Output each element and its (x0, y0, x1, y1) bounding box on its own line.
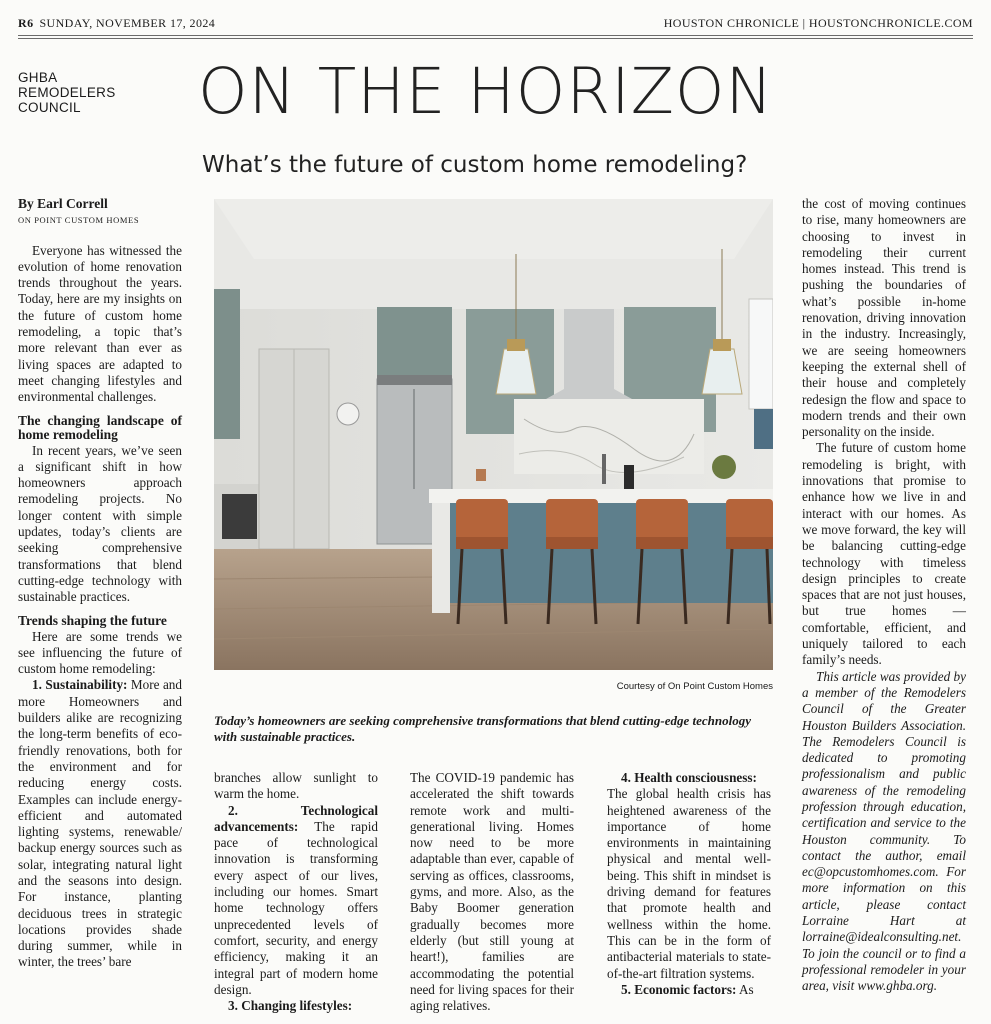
trend-lifestyles-label (214, 998, 378, 1014)
headline: ON THE HORIZON (198, 55, 774, 128)
article-column-5 (802, 196, 966, 995)
trend-technology (214, 803, 378, 999)
intro-paragraph: Everyone has witnessed the evolution of home renovation trends throughout the years. Today, here are my insights on the future of custom home remodeling, a topic that’s more relevant than ever as living spaces are adapted to meet changing lifestyles and environmental challenges. (18, 242, 182, 405)
masthead-rule (18, 35, 973, 36)
trend-text: The rapid pace of technological innovation is transforming every aspect of our lives, including our homes. Smart home technology offers unprecedented levels of comfort, security, and energy efficiency, making it an integral part of modern home design. (214, 818, 378, 997)
photo-caption: Today’s homeowners are seeking comprehensive transformations that blend cutting-edge technology with sustainable practices. (214, 713, 751, 744)
byline-affiliation: ON POINT CUSTOM HOMES (18, 215, 140, 226)
trend-text-continued: the cost of moving continues to rise, many homeowners are choosing to invest in remodeling their current homes instead. This trend is pushing the boundaries of what’s possible in-home renovation, driving innovation in the industry. Increasingly, we are seeing homeowners keeping the external shell of their house and completely redesign the flow and space to modern trends and their own personality on the inside. (802, 196, 966, 440)
masthead (18, 12, 973, 32)
conclusion-paragraph: The future of custom home remodeling is bright, with innovations that promise to enhance how we live in and interact with our homes. As we move forward, the key will be balancing cutting-edge technology with timeless design principles to create spaces that are not just houses, but true homes — comfortable, efficient, and uniquely tailored to each family’s needs. (802, 440, 966, 668)
deck-subheadline: What’s the future of custom home remodeling? (202, 152, 748, 178)
masthead-rule-double (18, 38, 973, 39)
kicker-line: REMODELERS (18, 85, 116, 100)
article-column-1 (18, 196, 182, 971)
trend-text: More and more Homeowners and builders alike are recognizing the long-term benefits of eco-friendly renovations, both for the environment and for reducing energy costs. Examples can include energy-efficient and automated lighting systems, renewable/ backup energy sources such as solar, integrating natural light and the seasons into design. For instance, planting deciduous trees in strategic locations provides shade during summer, while in winter, the trees’ bare (18, 677, 182, 970)
trends-paragraph: Here are some trends we see influencing the future of custom home remodeling: (18, 628, 182, 677)
article-column-2 (214, 770, 378, 1014)
byline: By Earl Correll (18, 196, 108, 211)
section-kicker (18, 70, 116, 115)
trend-text: As (738, 981, 754, 997)
trend-label: 4. Health consciousness: (621, 770, 757, 785)
trend-text-continued: branches allow sunlight to warm the home. (214, 770, 378, 802)
trend-economic (607, 982, 771, 998)
masthead-left (18, 16, 215, 31)
article-column-4 (607, 770, 771, 998)
trend-label: 5. Economic factors: (621, 981, 737, 997)
trend-text: The global health crisis has heightened awareness of the importance of home environments in maintaining physical and mental well-being. This shift in mindset is driving demand for features that promote health and wellness within the home. This can be in the form of antibacterial materials to state-of-the-art filtration systems. (607, 786, 771, 981)
subhead-trends: Trends shaping the future (18, 612, 167, 628)
newspaper-name: HOUSTON CHRONICLE | HOUSTONCHRONICLE.COM (663, 16, 973, 30)
trend-health-label (607, 770, 771, 786)
article-column-3 (410, 770, 574, 1014)
trend-label: 1. Sustainability: (32, 677, 128, 693)
author-note: This article was provided by a member of the Remodelers Council of the Greater Houston Builders Association. The Remodelers Council is dedicated to promoting professionalism and public awareness of the remodeling profession through education, certification and service to the Houston community. To contact the author, email ec@opcustomhomes.com. For more information on this article, please contact Lorraine Hart at lorraine@idealconsulting.net. To join the council or to find a professional remodeler in your area, visit www.ghba.org. (802, 668, 966, 994)
photo-credit: Courtesy of On Point Custom Homes (616, 681, 773, 692)
trend-label: 3. Changing lifestyles: (228, 998, 353, 1014)
kitchen-photo (214, 199, 773, 670)
issue-date: SUNDAY, NOVEMBER 17, 2024 (39, 16, 216, 30)
kicker-line: COUNCIL (18, 100, 81, 115)
subhead-landscape: The changing landscape of home remodeling (18, 412, 182, 442)
trend-text: The COVID-19 pandemic has accelerated the shift towards remote work and multi-generational living. Homes now need to be more adaptable than ever, capable of serving as offices, classrooms, gyms, and more. Also, as the Baby Boomer generation gradually becomes more elderly (but still young at heart!), families are accommodating the potential need for living spaces for their aging relatives. (410, 770, 574, 1014)
landscape-paragraph: In recent years, we’ve seen a significant shift in how homeowners approach remodeling projects. No longer content with simple updates, today’s clients are seeking comprehensive transformations that blend cutting-edge technology with sustainable practices. (18, 442, 182, 605)
page-number: R6 (18, 16, 34, 30)
trend-label: 2. Technological advancements: (214, 802, 378, 834)
kicker-line: GHBA (18, 70, 58, 85)
trend-sustainability (18, 677, 182, 970)
